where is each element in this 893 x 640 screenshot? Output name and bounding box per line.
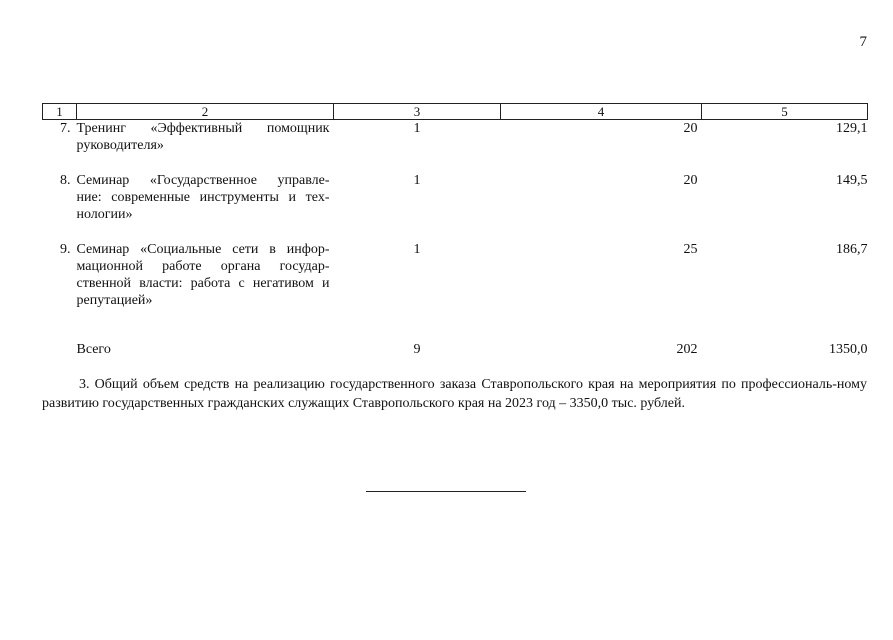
total-cost: 1350,0 (829, 341, 868, 357)
total-participant-count: 202 (676, 341, 698, 357)
event-name-line: Семинар «Государственное управле- (76, 172, 330, 188)
event-name-line: руководителя» (76, 138, 164, 153)
event-name-line: Тренинг «Эффективный помощник (76, 121, 330, 136)
header-col-1: 1 (43, 104, 77, 120)
row-number: 9. (60, 241, 71, 257)
participant-count: 20 (683, 172, 698, 188)
event-name-line: нологии» (76, 206, 133, 222)
expenses-table (42, 103, 868, 361)
event-name (77, 172, 334, 241)
page-number: 7 (859, 34, 867, 50)
event-count: 1 (413, 121, 421, 136)
participant-count: 25 (683, 241, 698, 257)
event-name-line: ние: современные инструменты и тех- (76, 189, 330, 205)
header-col-5: 5 (702, 104, 868, 120)
participant-count: 20 (683, 121, 698, 136)
event-cost: 149,5 (836, 172, 868, 188)
table-row (43, 241, 868, 341)
total-label: Всего (76, 341, 111, 357)
event-name-line: репутацией» (76, 292, 153, 308)
funding-note: 3. Общий объем средств на реализацию государственного заказа Ставропольского края на мероприятия по профессиональ-ному развитию государственных гражданских служащих Ставропольского края на 2023 год – 3350,0 тыс. рублей. (42, 377, 867, 411)
header-col-3: 3 (334, 104, 501, 120)
header-col-4: 4 (501, 104, 702, 120)
event-name (77, 120, 334, 172)
event-count: 1 (413, 172, 421, 188)
event-cost: 129,1 (836, 121, 868, 136)
event-cost: 186,7 (836, 241, 868, 257)
event-name-line: ственной власти: работа с негативом и (76, 275, 330, 291)
end-separator-line (366, 491, 526, 492)
total-row (43, 341, 868, 361)
table-row (43, 120, 868, 172)
event-name (77, 241, 334, 341)
event-name-line: Семинар «Социальные сети в инфор- (76, 241, 330, 257)
event-count: 1 (413, 241, 421, 257)
header-col-2: 2 (77, 104, 334, 120)
table-row (43, 172, 868, 241)
table-header-row (43, 104, 868, 120)
row-number: 7. (60, 121, 71, 136)
event-name-line: мационной работе органа государ- (76, 258, 330, 274)
row-number: 8. (60, 172, 71, 188)
total-event-count: 9 (413, 341, 421, 357)
